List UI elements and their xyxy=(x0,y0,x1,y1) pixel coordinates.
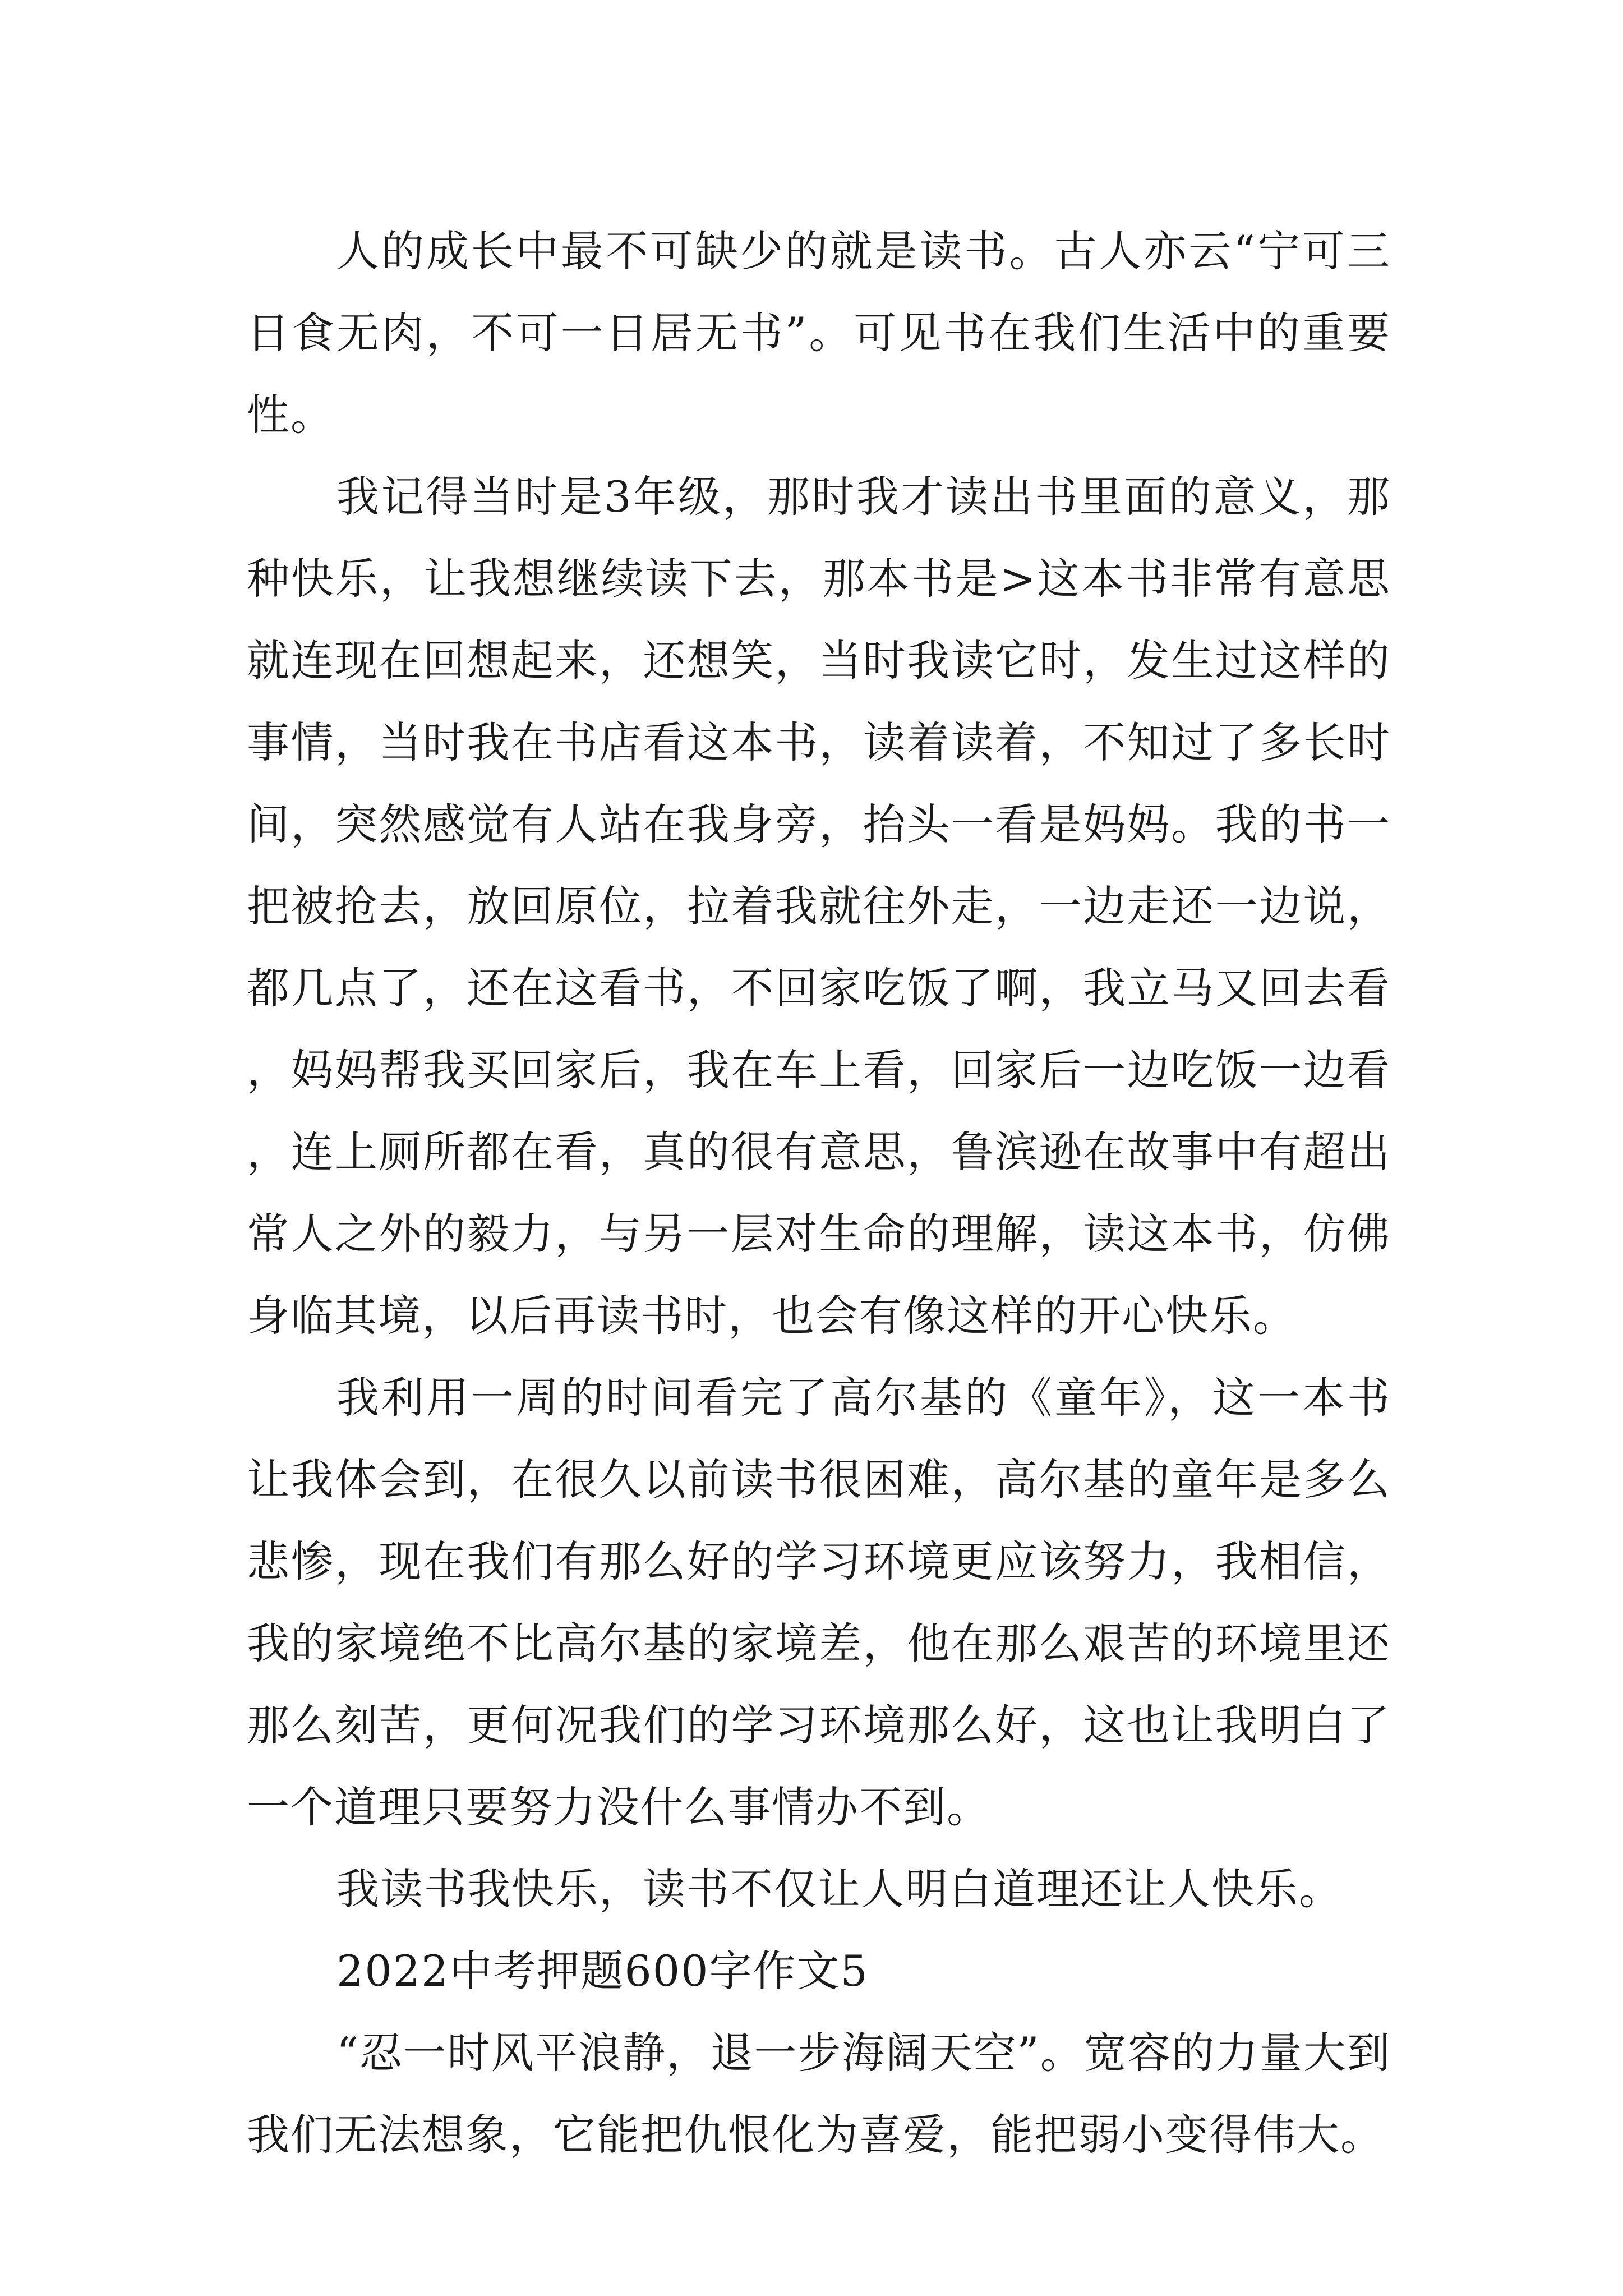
essay-heading: 2022中考押题600字作文5 xyxy=(336,1946,869,1996)
paragraph-childhood-book: 我利用一周的时间看完了高尔基的《童年》，这一本书让我体会到，在很久以前读书很困难，高尔基的童年是多么悲惨，现在我们有那么好的学习环境更应该努力，我相信，我的家境绝不比高尔基的家境差，他在那么艰苦的环境里还那么刻苦，更何况我们的学习环境那么好，这也让我明白了一个道理只要努力没什么事情办不到。 xyxy=(247,1373,1391,1832)
paragraph-reading-importance: 人的成长中最不可缺少的就是读书。古人亦云“宁可三日食无肉，不可一日居无书”。可见书在我们生活中的重要性。 xyxy=(247,226,1391,440)
paragraph-reading-joy: 我读书我快乐，读书不仅让人明白道理还让人快乐。 xyxy=(336,1864,1343,1914)
paragraph-tolerance: “忍一时风平浪静，退一步海阔天空”。宽容的力量大到我们无法想象，它能把仇恨化为喜爱，能把弱小变得伟大。 xyxy=(247,2028,1391,2160)
paragraph-robinson-story: 我记得当时是3年级，那时我才读出书里面的意义，那种快乐，让我想继续读下去，那本书是>这本书非常有意思就连现在回想起来，还想笑，当时我读它时，发生过这样的事情，当时我在书店看这本书，读着读着，不知过了多长时间，突然感觉有人站在我身旁，抬头一看是妈妈。我的书一把被抢去，放回原位，拉着我就往外走，一边走还一边说，都几点了，还在这看书，不回家吃饭了啊，我立马又回去看，妈妈帮我买回家后，我在车上看，回家后一边吃饭一边看，连上厕所都在看，真的很有意思，鲁滨逊在故事中有超出常人之外的毅力，与另一层对生命的理解，读这本书，仿佛身临其境，以后再读书时，也会有像这样的开心快乐。 xyxy=(247,472,1391,1341)
document-body xyxy=(247,210,1391,2176)
